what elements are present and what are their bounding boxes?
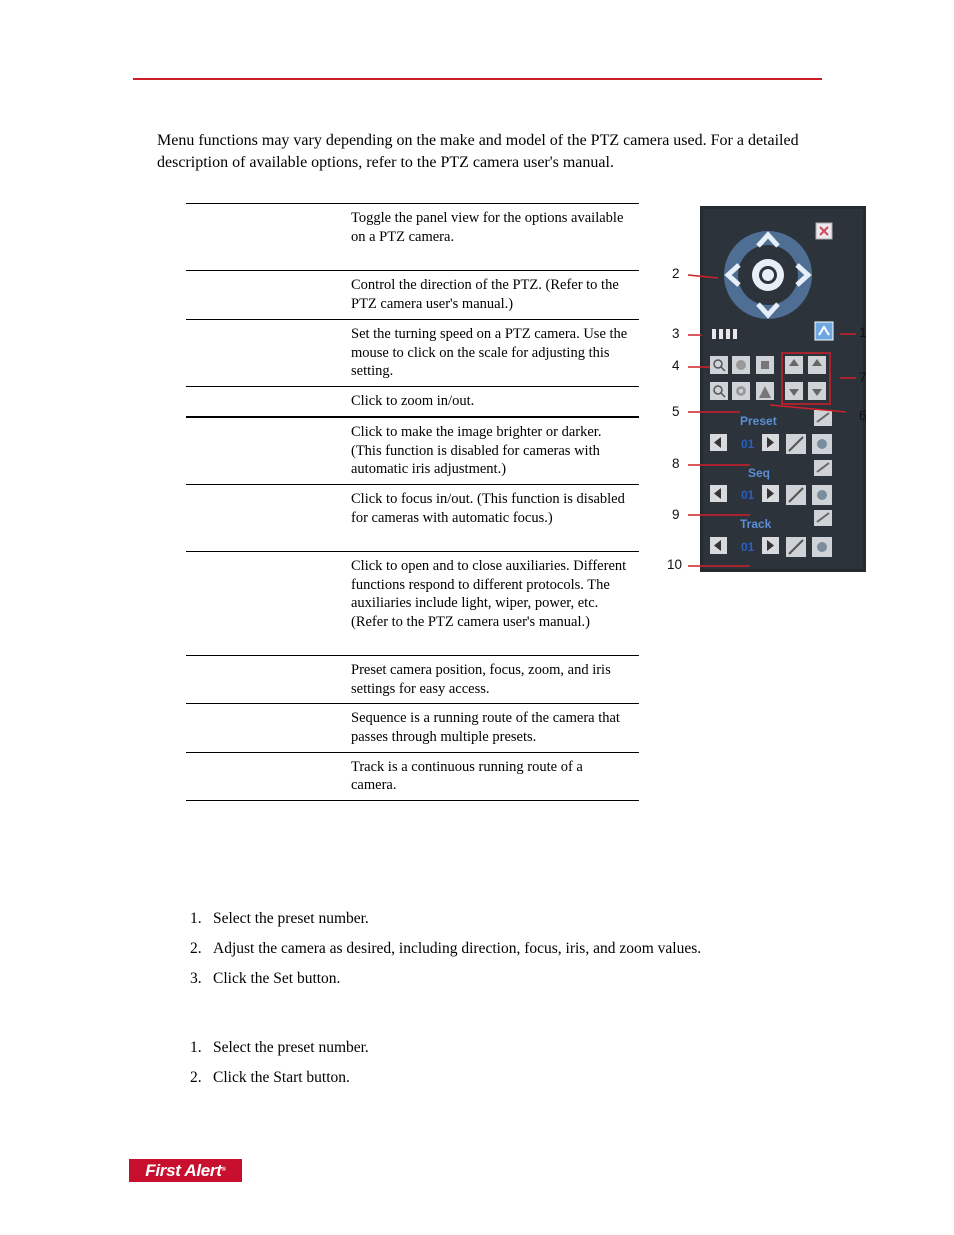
row-description: Track is a continuous running route of a camera.: [346, 752, 639, 800]
callout-3: 3: [672, 326, 680, 341]
list-item: 2. Click the Start button.: [190, 1069, 350, 1086]
list-item: 3. Click the Set button.: [190, 970, 341, 987]
callout-2: 2: [672, 266, 680, 281]
callout-6: 6: [859, 408, 867, 423]
track-value[interactable]: 01: [741, 540, 755, 554]
row-description: Click to focus in/out. (This function is disabled for cameras with automatic focus.): [346, 484, 639, 551]
callout-10: 10: [667, 557, 683, 572]
set-preset-steps: [190, 910, 701, 1000]
table-row: [186, 417, 639, 485]
callout-1: 1: [859, 325, 867, 340]
list-item: 1. Select the preset number.: [190, 910, 369, 927]
table-row: [186, 752, 639, 800]
row-description: Sequence is a running route of the camera that passes through multiple presets.: [346, 704, 639, 752]
first-alert-logo: First Alert®: [129, 1159, 242, 1182]
preset-value[interactable]: 01: [741, 437, 755, 451]
table-row: [186, 704, 639, 752]
callout-9: 9: [672, 507, 680, 522]
row-description: Set the turning speed on a PTZ camera. Use the mouse to click on the scale for adjusting this setting.: [346, 320, 639, 387]
table-row: [186, 387, 639, 417]
callout-8: 8: [672, 456, 680, 471]
track-label: Track: [740, 517, 772, 531]
row-description: Preset camera position, focus, zoom, and iris settings for easy access.: [346, 655, 639, 703]
row-description: Click to zoom in/out.: [346, 387, 639, 417]
callout-4: 4: [672, 358, 680, 373]
row-description: Click to open and to close auxiliaries. Different functions respond to different protocols. The auxiliaries include light, wiper, power, etc. (Refer to the PTZ camera user's manual.): [346, 551, 639, 655]
seq-label: Seq: [748, 466, 771, 480]
table-row: [186, 320, 639, 387]
seq-value[interactable]: 01: [741, 488, 755, 502]
callout-5: 5: [672, 404, 680, 419]
table-row: [186, 655, 639, 703]
preset-label: Preset: [740, 414, 777, 428]
header-rule: [133, 78, 822, 80]
list-item: 2. Adjust the camera as desired, including direction, focus, iris, and zoom values.: [190, 940, 702, 957]
start-preset-steps: [190, 1039, 369, 1099]
row-description: Click to make the image brighter or darker. (This function is disabled for cameras with automatic iris adjustment.): [346, 417, 639, 485]
row-description: Control the direction of the PTZ. (Refer to the PTZ camera user's manual.): [346, 271, 639, 320]
ptz-function-table: [186, 203, 639, 801]
table-row: [186, 484, 639, 551]
list-item: 1. Select the preset number.: [190, 1039, 369, 1056]
intro-paragraph: Menu functions may vary depending on the make and model of the PTZ camera used. For a detailed description of available options, refer to the PTZ camera user's manual.: [157, 132, 799, 171]
table-row: [186, 271, 639, 320]
callout-7: 7: [859, 370, 867, 385]
callout-lines: [660, 200, 880, 580]
table-row: [186, 204, 639, 271]
row-description: Toggle the panel view for the options available on a PTZ camera.: [346, 204, 639, 271]
table-row: [186, 551, 639, 655]
